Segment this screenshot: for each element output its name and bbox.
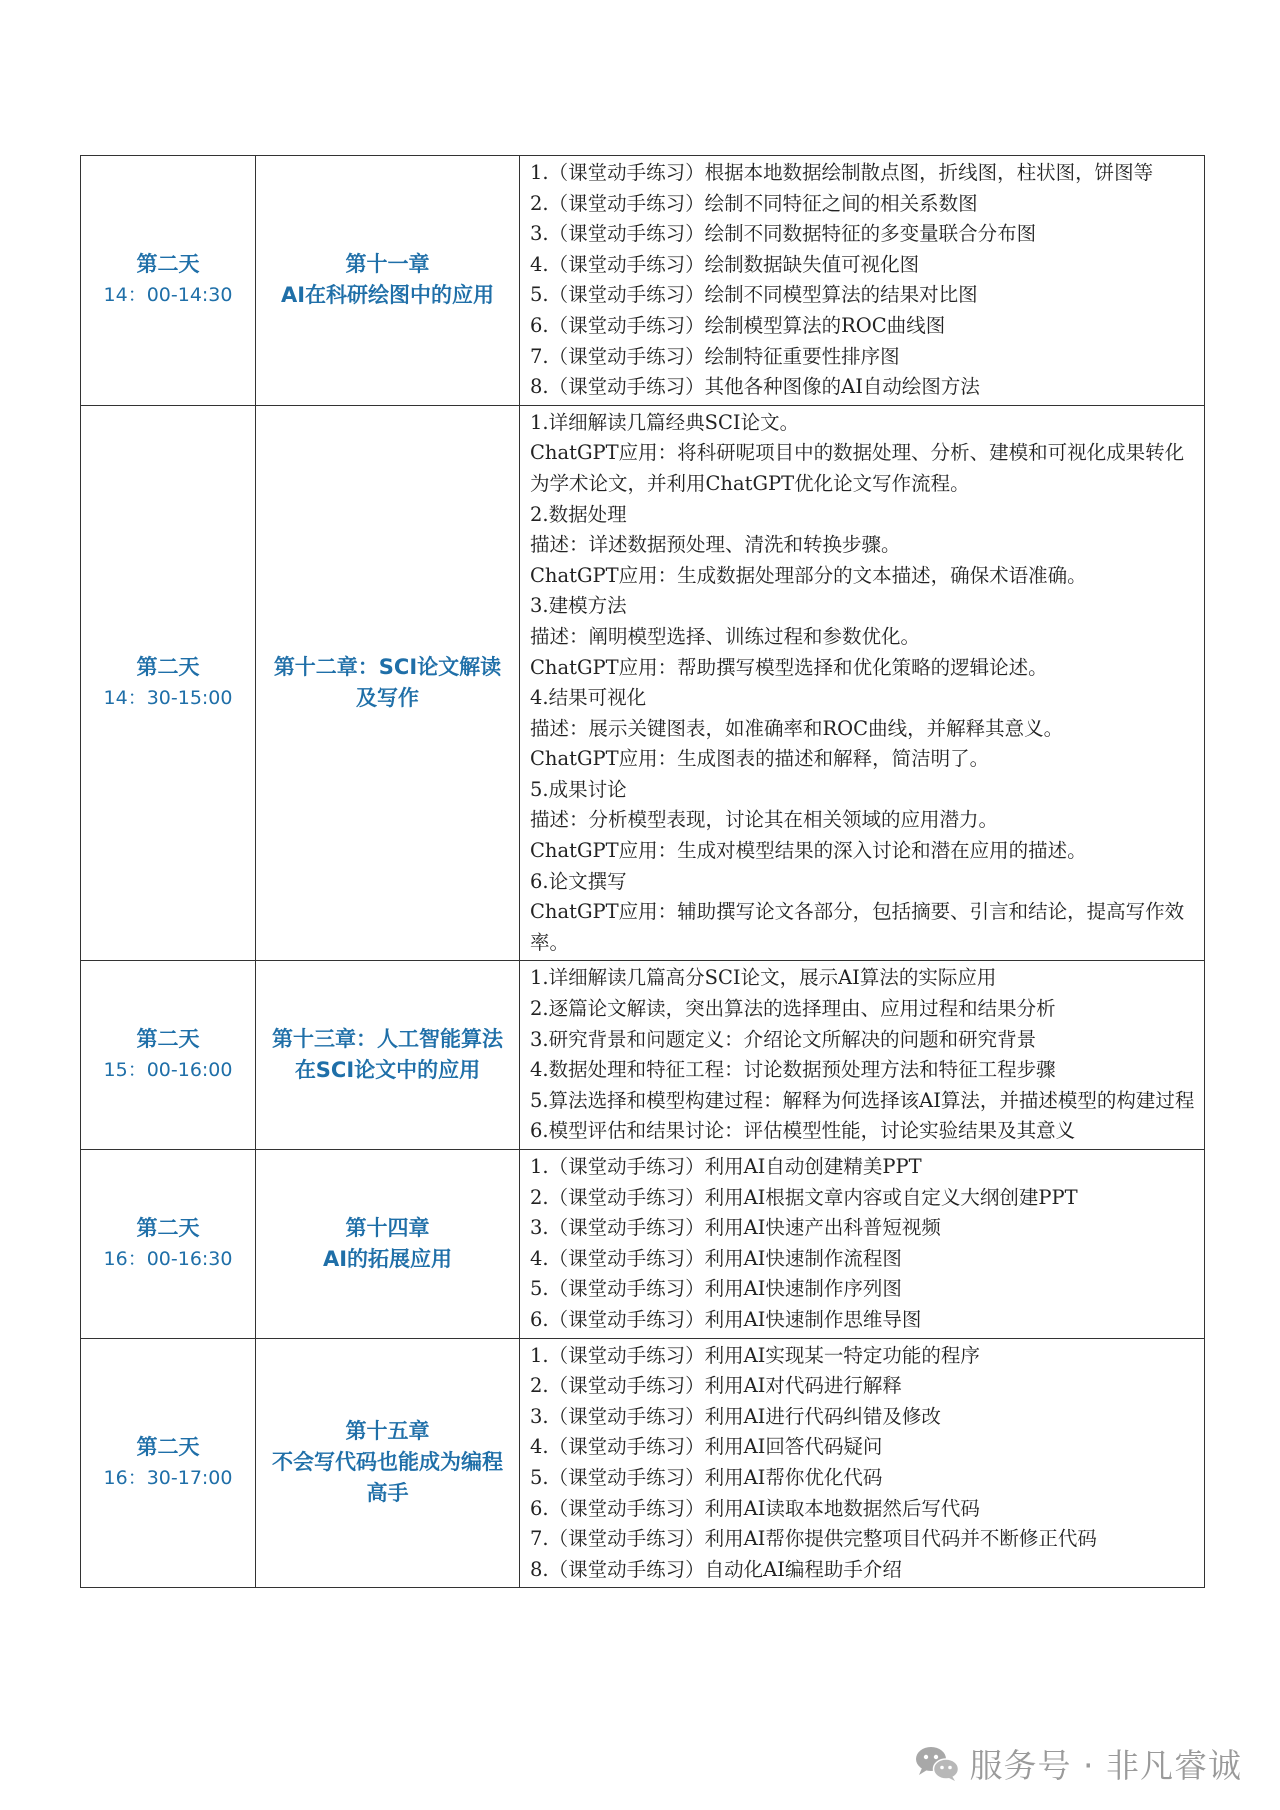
watermark [914, 1738, 1242, 1788]
wechat-logo-icon [914, 1744, 960, 1782]
chapter-cell [256, 1150, 520, 1339]
content-item: 2.（课堂动手练习）绘制不同特征之间的相关系数图 [530, 191, 978, 215]
day-cell [81, 1150, 256, 1339]
chapter-title: 第十二章：SCI论文解读及写作 [273, 655, 502, 711]
content-item: 2.（课堂动手练习）利用AI对代码进行解释 [530, 1374, 902, 1398]
content-item: 2.逐篇论文解读，突出算法的选择理由、应用过程和结果分析 [530, 997, 1056, 1021]
content-item: 5.（课堂动手练习）绘制不同模型算法的结果对比图 [530, 283, 978, 307]
day-cell [81, 156, 256, 406]
content-item: 3.研究背景和问题定义：介绍论文所解决的问题和研究背景 [530, 1027, 1037, 1051]
schedule-row [81, 1150, 1205, 1339]
chapter-title: 第十三章：人工智能算法在SCI论文中的应用 [272, 1027, 503, 1083]
content-item: 5.算法选择和模型构建过程：解释为何选择该AI算法，并描述模型的构建过程 [530, 1088, 1195, 1112]
content-item: 5.（课堂动手练习）利用AI快速制作序列图 [530, 1277, 902, 1301]
content-item: 4.结果可视化 [530, 686, 647, 710]
content-item: 4.数据处理和特征工程：讨论数据预处理方法和特征工程步骤 [530, 1058, 1056, 1082]
content-item: 5.（课堂动手练习）利用AI帮你优化代码 [530, 1465, 883, 1489]
content-item: 描述：详述数据预处理、清洗和转换步骤。 [530, 533, 901, 557]
schedule-table [80, 155, 1205, 1588]
chapter-title: 不会写代码也能成为编程高手 [272, 1450, 503, 1506]
chapter-title: AI在科研绘图中的应用 [280, 283, 495, 308]
time-range: 16：00-16:30 [103, 1247, 233, 1270]
schedule-row [81, 1338, 1205, 1588]
content-item: 1.（课堂动手练习）利用AI实现某一特定功能的程序 [530, 1343, 980, 1367]
time-range: 14：30-15:00 [103, 687, 233, 710]
content-cell [520, 405, 1205, 961]
content-item: 6.（课堂动手练习）利用AI读取本地数据然后写代码 [530, 1496, 980, 1520]
content-item: ChatGPT应用：辅助撰写论文各部分，包括摘要、引言和结论，提高写作效率。 [530, 900, 1185, 954]
schedule-row [81, 961, 1205, 1150]
content-item: 6.论文撰写 [530, 869, 627, 893]
day-label: 第二天 [136, 655, 200, 680]
chapter-cell [256, 1338, 520, 1588]
content-item: 描述：阐明模型选择、训练过程和参数优化。 [530, 624, 921, 648]
schedule-row [81, 156, 1205, 406]
content-item: 7.（课堂动手练习）绘制特征重要性排序图 [530, 344, 900, 368]
content-item: 4.（课堂动手练习）绘制数据缺失值可视化图 [530, 252, 920, 276]
content-item: 描述：分析模型表现，讨论其在相关领域的应用潜力。 [530, 808, 999, 832]
content-item: 6.（课堂动手练习）利用AI快速制作思维导图 [530, 1307, 922, 1331]
content-item: 6.（课堂动手练习）绘制模型算法的ROC曲线图 [530, 313, 946, 337]
time-range: 15：00-16:00 [103, 1059, 233, 1082]
day-cell [81, 405, 256, 961]
content-item: 5.成果讨论 [530, 777, 627, 801]
content-item: 3.（课堂动手练习）利用AI快速产出科普短视频 [530, 1216, 941, 1240]
watermark-text: 服务号 · 非凡睿诚 [969, 1745, 1242, 1785]
schedule-row [81, 405, 1205, 961]
content-item: 1.（课堂动手练习）利用AI自动创建精美PPT [530, 1155, 922, 1178]
content-cell [520, 1150, 1205, 1339]
content-item: 8.（课堂动手练习）其他各种图像的AI自动绘图方法 [530, 375, 980, 399]
content-item: 8.（课堂动手练习）自动化AI编程助手介绍 [530, 1557, 902, 1581]
chapter-title: 第十四章 [345, 1215, 430, 1240]
chapter-title: 第十五章 [345, 1419, 430, 1444]
content-item: 1.详细解读几篇经典SCI论文。 [530, 410, 800, 434]
content-item: 3.（课堂动手练习）绘制不同数据特征的多变量联合分布图 [530, 222, 1037, 246]
day-label: 第二天 [136, 1434, 200, 1459]
day-label: 第二天 [136, 1027, 200, 1052]
chapter-title: AI的拓展应用 [322, 1246, 453, 1271]
content-item: 2.（课堂动手练习）利用AI根据文章内容或自定义大纲创建PPT [530, 1185, 1078, 1209]
content-item: 4.（课堂动手练习）利用AI回答代码疑问 [530, 1435, 883, 1459]
content-item: 2.数据处理 [530, 502, 627, 526]
content-item: 4.（课堂动手练习）利用AI快速制作流程图 [530, 1246, 902, 1270]
day-label: 第二天 [136, 1215, 200, 1240]
content-item: ChatGPT应用：帮助撰写模型选择和优化策略的逻辑论述。 [530, 655, 1048, 679]
content-cell [520, 156, 1205, 406]
content-item: 3.建模方法 [530, 594, 627, 618]
day-label: 第二天 [136, 252, 200, 277]
day-cell [81, 961, 256, 1150]
time-range: 14：00-14:30 [103, 284, 233, 307]
content-cell [520, 1338, 1205, 1588]
content-item: ChatGPT应用：生成图表的描述和解释，简洁明了。 [530, 747, 990, 771]
chapter-cell [256, 405, 520, 961]
chapter-cell [256, 961, 520, 1150]
content-item: 7.（课堂动手练习）利用AI帮你提供完整项目代码并不断修正代码 [530, 1527, 1097, 1551]
chapter-title: 第十一章 [345, 252, 430, 277]
day-cell [81, 1338, 256, 1588]
schedule-body [81, 156, 1205, 1588]
content-item: 3.（课堂动手练习）利用AI进行代码纠错及修改 [530, 1404, 941, 1428]
content-item: 1.详细解读几篇高分SCI论文，展示AI算法的实际应用 [530, 966, 997, 990]
chapter-cell [256, 156, 520, 406]
content-item: ChatGPT应用：生成对模型结果的深入讨论和潜在应用的描述。 [530, 839, 1087, 863]
content-item: ChatGPT应用：将科研呢项目中的数据处理、分析、建模和可视化成果转化为学术论文，并利用ChatGPT优化论文写作流程。 [530, 441, 1185, 495]
content-item: 1.（课堂动手练习）根据本地数据绘制散点图，折线图，柱状图，饼图等 [530, 161, 1154, 184]
time-range: 16：30-17:00 [103, 1466, 233, 1489]
content-item: 描述：展示关键图表，如准确率和ROC曲线，并解释其意义。 [530, 716, 1064, 740]
content-item: 6.模型评估和结果讨论：评估模型性能，讨论实验结果及其意义 [530, 1119, 1076, 1143]
content-cell [520, 961, 1205, 1150]
content-item: ChatGPT应用：生成数据处理部分的文本描述，确保术语准确。 [530, 563, 1087, 587]
